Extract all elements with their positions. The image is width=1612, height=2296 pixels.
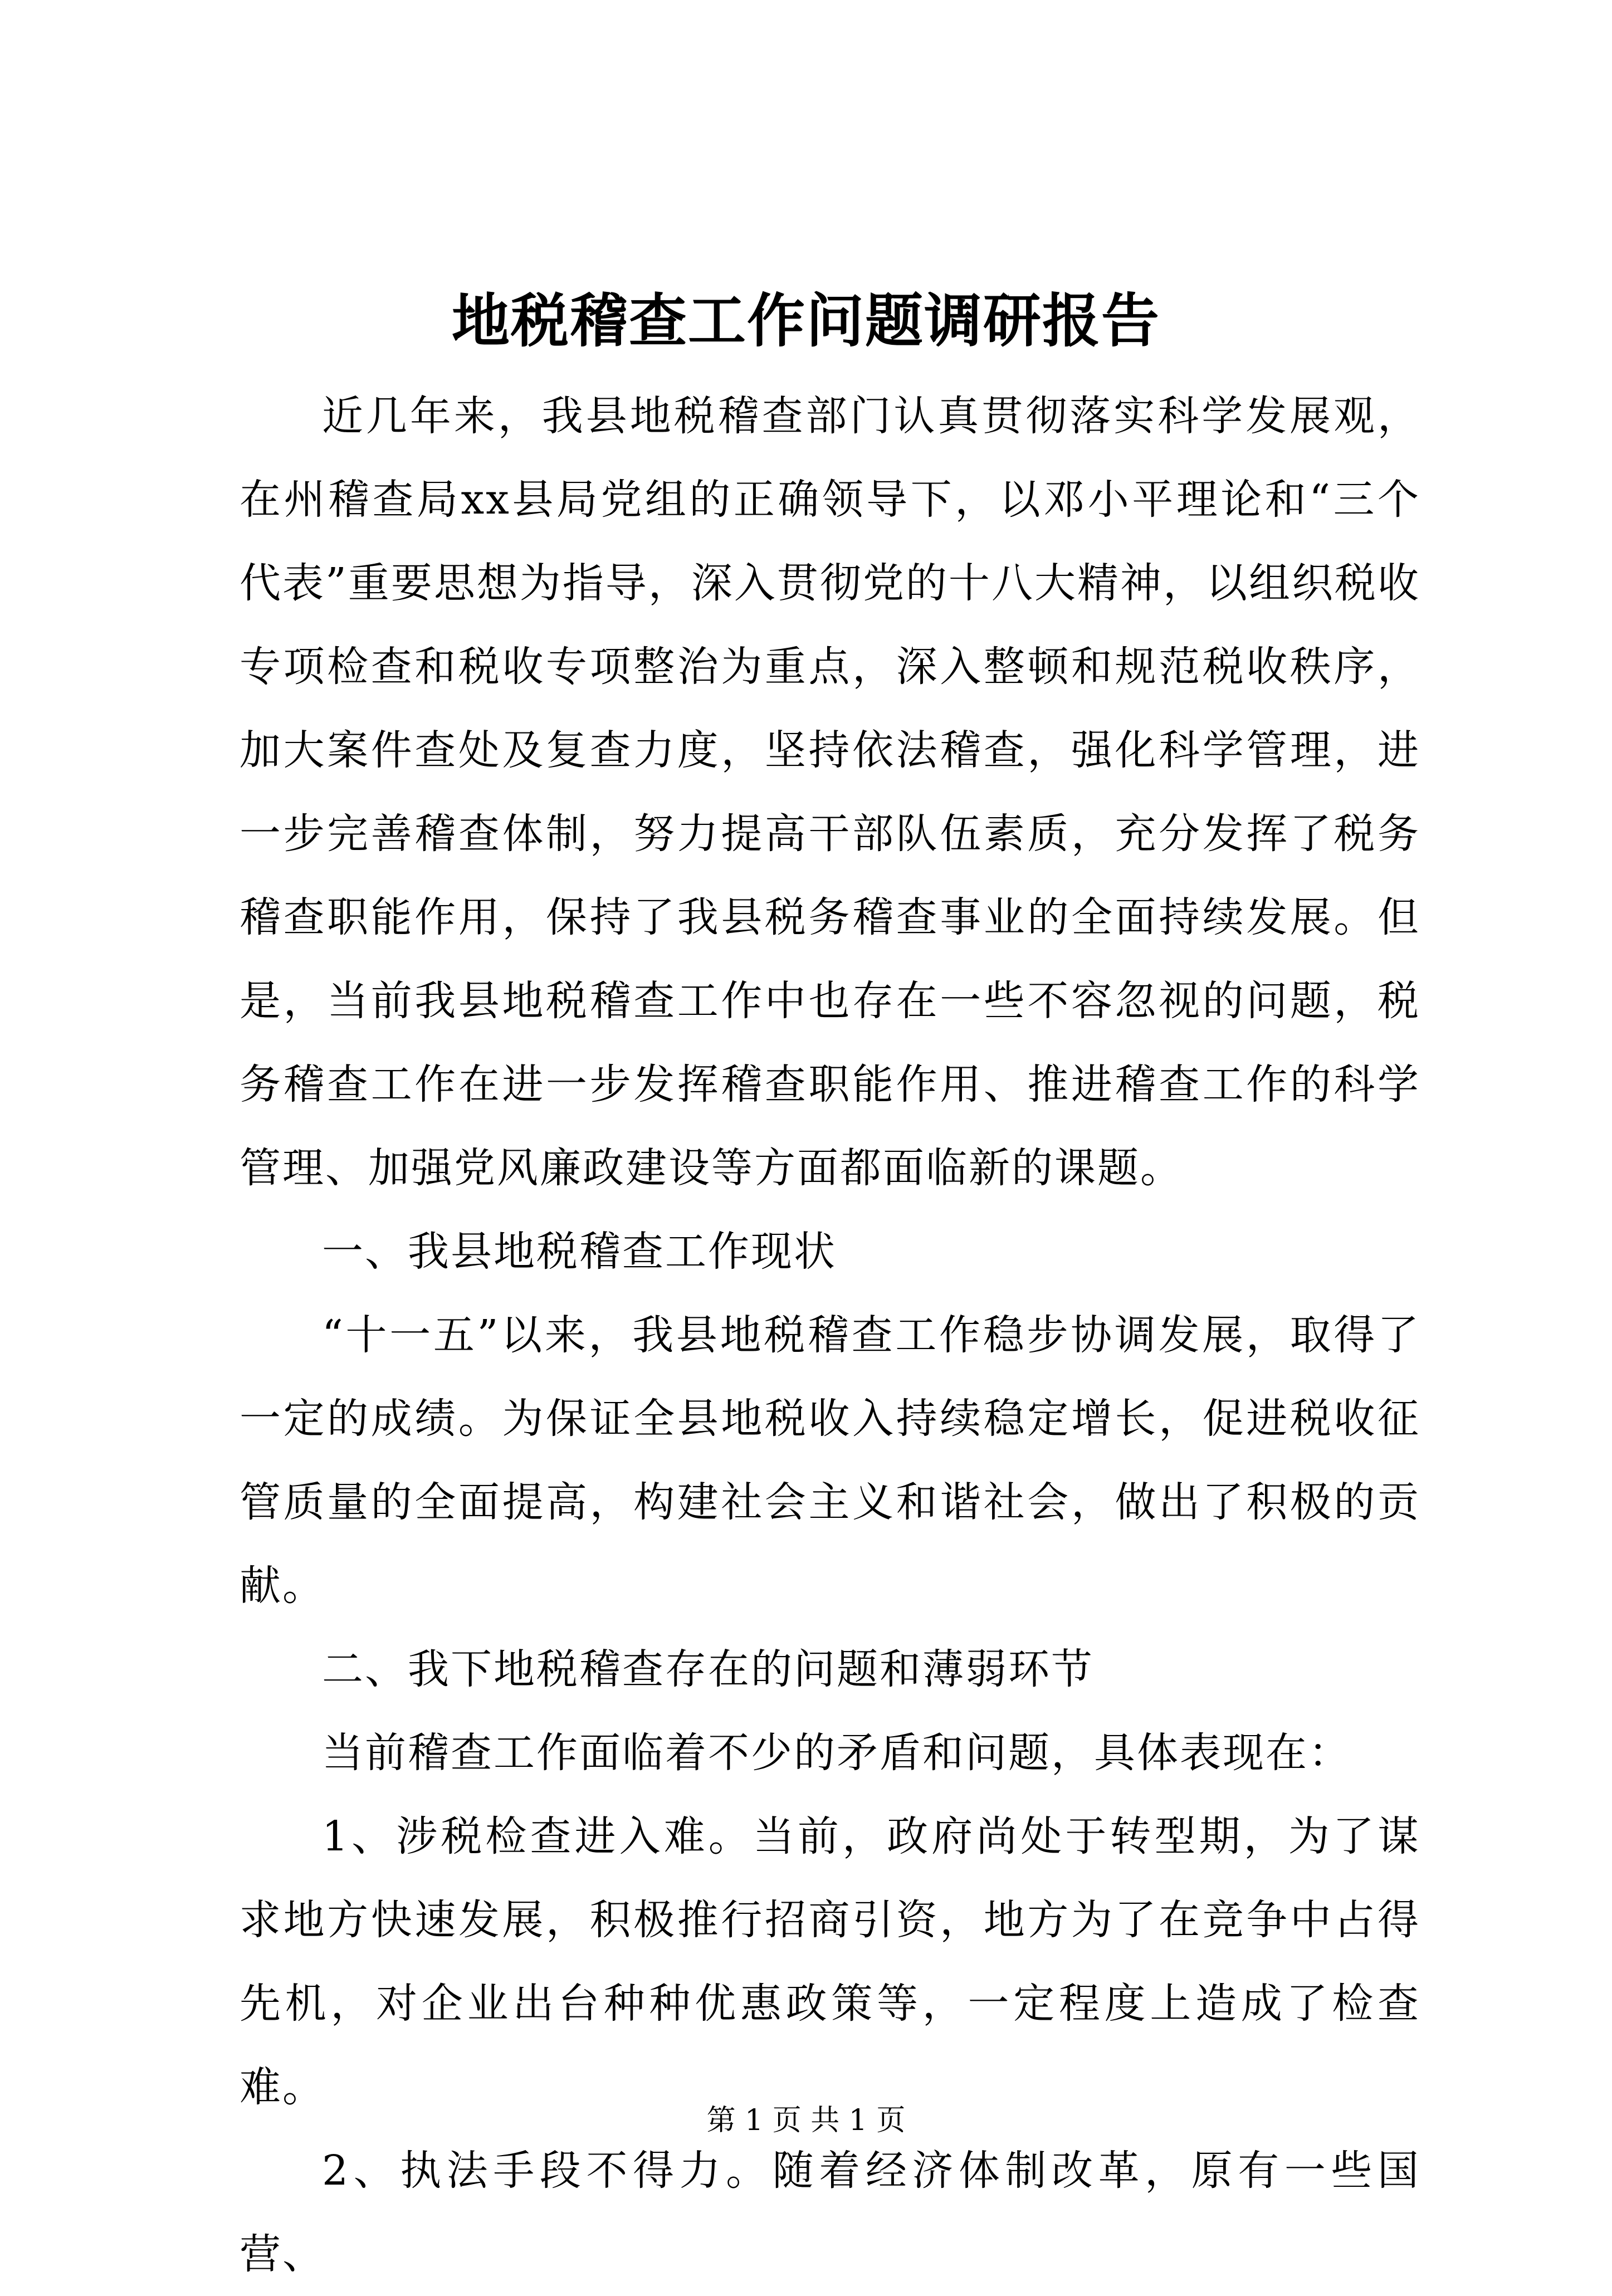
paragraph-problem-1: 1、涉税检查进入难。当前，政府尚处于转型期，为了谋求地方快速发展，积极推行招商引资，地方为了在竞争中占得先机，对企业出台种种优惠政策等，一定程度上造成了检查难。	[240, 1813, 1420, 2111]
paragraph-problems-intro: 当前稽查工作面临着不少的矛盾和问题，具体表现在：	[322, 1729, 1351, 1777]
page-footer: 第 1 页 共 1 页	[706, 2104, 906, 2137]
paragraph-current-status: “十一五”以来，我县地税稽查工作稳步协调发展，取得了一定的成绩。为保证全县地税收入持续稳定增长，促进税收征管质量的全面提高，构建社会主义和谐社会，做出了积极的贡献。	[240, 1311, 1420, 1610]
paragraph-problem-2: 2、执法手段不得力。随着经济体制改革，原有一些国营、	[240, 2147, 1420, 2278]
paragraph-intro: 近几年来，我县地税稽查部门认真贯彻落实科学发展观，在州稽查局xx县局党组的正确领导下，以邓小平理论和“三个代表”重要思想为指导，深入贯彻党的十八大精神，以组织税收专项检查和税收专项整治为重点，深入整顿和规范税收秩序，加大案件查处及复查力度，坚持依法稽查，强化科学管理，进一步完善稽查体制，努力提高干部队伍素质，充分发挥了税务稽查职能作用，保持了我县税务稽查事业的全面持续发展。但是，当前我县地税稽查工作中也存在一些不容忽视的问题，税务稽查工作在进一步发挥稽查职能作用、推进稽查工作的科学管理、加强党风廉政建设等方面都面临新的课题。	[240, 392, 1420, 1192]
section-heading-2: 二、我下地税稽查存在的问题和薄弱环节	[322, 1645, 1094, 1693]
document-body	[240, 374, 1420, 2296]
section-heading-1: 一、我县地税稽查工作现状	[322, 1228, 837, 1276]
document-title: 地税稽查工作问题调研报告	[451, 286, 1160, 355]
